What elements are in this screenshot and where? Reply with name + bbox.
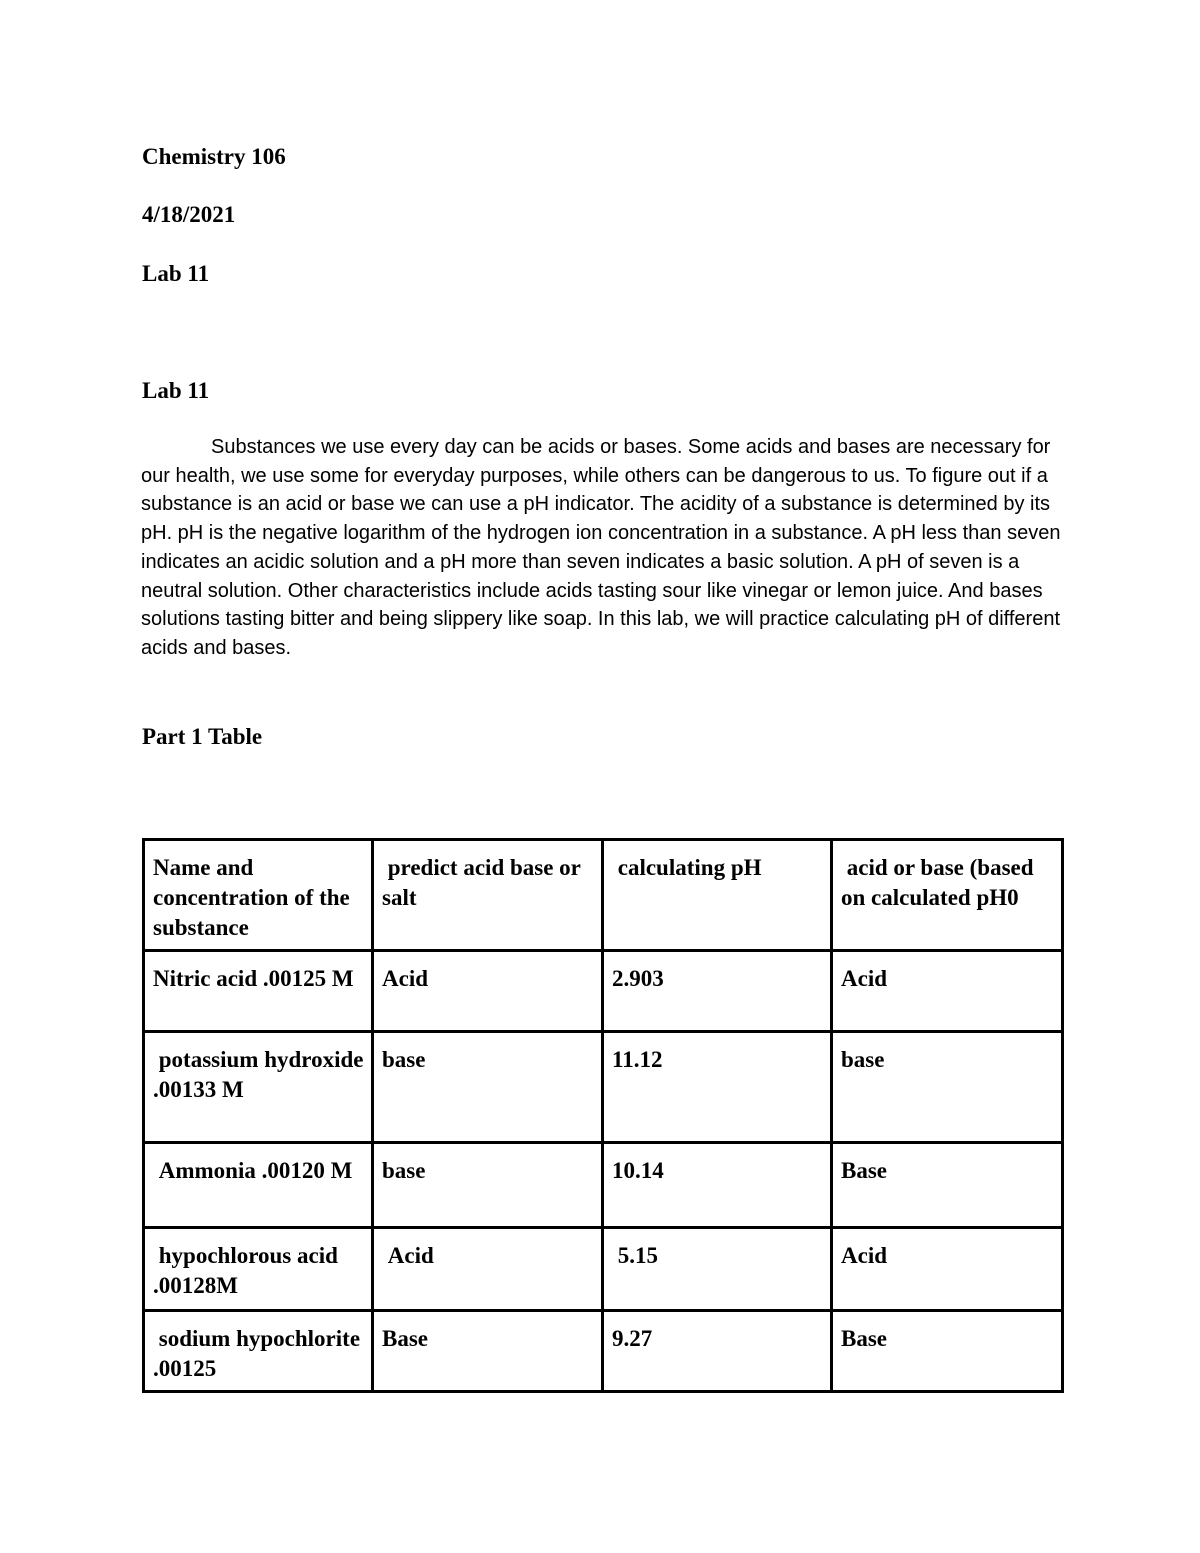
table-row	[144, 1311, 1063, 1392]
ph-cell: 2.903	[603, 951, 832, 1032]
header-cell-result: acid or base (based on calculated pH0	[832, 840, 1063, 951]
ph-cell: 11.12	[603, 1032, 832, 1143]
prediction-cell: base	[373, 1143, 603, 1228]
table-row	[144, 1143, 1063, 1228]
header-cell-name: Name and concentration of the substance	[144, 840, 373, 951]
part1-table	[142, 838, 1064, 1393]
substance-cell: hypochlorous acid .00128M	[144, 1228, 373, 1311]
ph-cell: 10.14	[603, 1143, 832, 1228]
table-row	[144, 1032, 1063, 1143]
prediction-cell: Base	[373, 1311, 603, 1392]
section-title: Lab 11	[142, 378, 210, 403]
prediction-cell: base	[373, 1032, 603, 1143]
header-cell-prediction: predict acid base or salt	[373, 840, 603, 951]
substance-cell: Nitric acid .00125 M	[144, 951, 373, 1032]
intro-paragraph: Substances we use every day can be acids or bases. Some acids and bases are necessary for our health, we use some for everyday purposes, while others can be dangerous to us. To figure out if a substance is an acid or base we can use a pH indicator. The acidity of a substance is determined by its pH. pH is the negative logarithm of the hydrogen ion concentration in a substance. A pH less than seven indicates an acidic solution and a pH more than seven indicates a basic solution. A pH of seven is a neutral solution. Other characteristics include acids tasting sour like vinegar or lemon juice. And bases solutions tasting bitter and being slippery like soap. In this lab, we will practice calculating pH of different acids and bases.	[141, 436, 1061, 659]
result-cell: base	[832, 1032, 1063, 1143]
course-name: Chemistry 106	[142, 144, 286, 169]
prediction-cell: Acid	[373, 1228, 603, 1311]
result-cell: Acid	[832, 951, 1063, 1032]
table-row	[144, 951, 1063, 1032]
prediction-cell: Acid	[373, 951, 603, 1032]
ph-cell: 5.15	[603, 1228, 832, 1311]
result-cell: Acid	[832, 1228, 1063, 1311]
substance-cell: potassium hydroxide .00133 M	[144, 1032, 373, 1143]
table-title: Part 1 Table	[142, 724, 263, 749]
result-cell: Base	[832, 1311, 1063, 1392]
table-row	[144, 1228, 1063, 1311]
ph-cell: 9.27	[603, 1311, 832, 1392]
lab-label: Lab 11	[142, 261, 210, 286]
substance-cell: Ammonia .00120 M	[144, 1143, 373, 1228]
table-header-row	[144, 840, 1063, 951]
header-cell-calculated-ph: calculating pH	[603, 840, 832, 951]
document-date: 4/18/2021	[142, 202, 236, 227]
result-cell: Base	[832, 1143, 1063, 1228]
substance-cell: sodium hypochlorite .00125	[144, 1311, 373, 1392]
